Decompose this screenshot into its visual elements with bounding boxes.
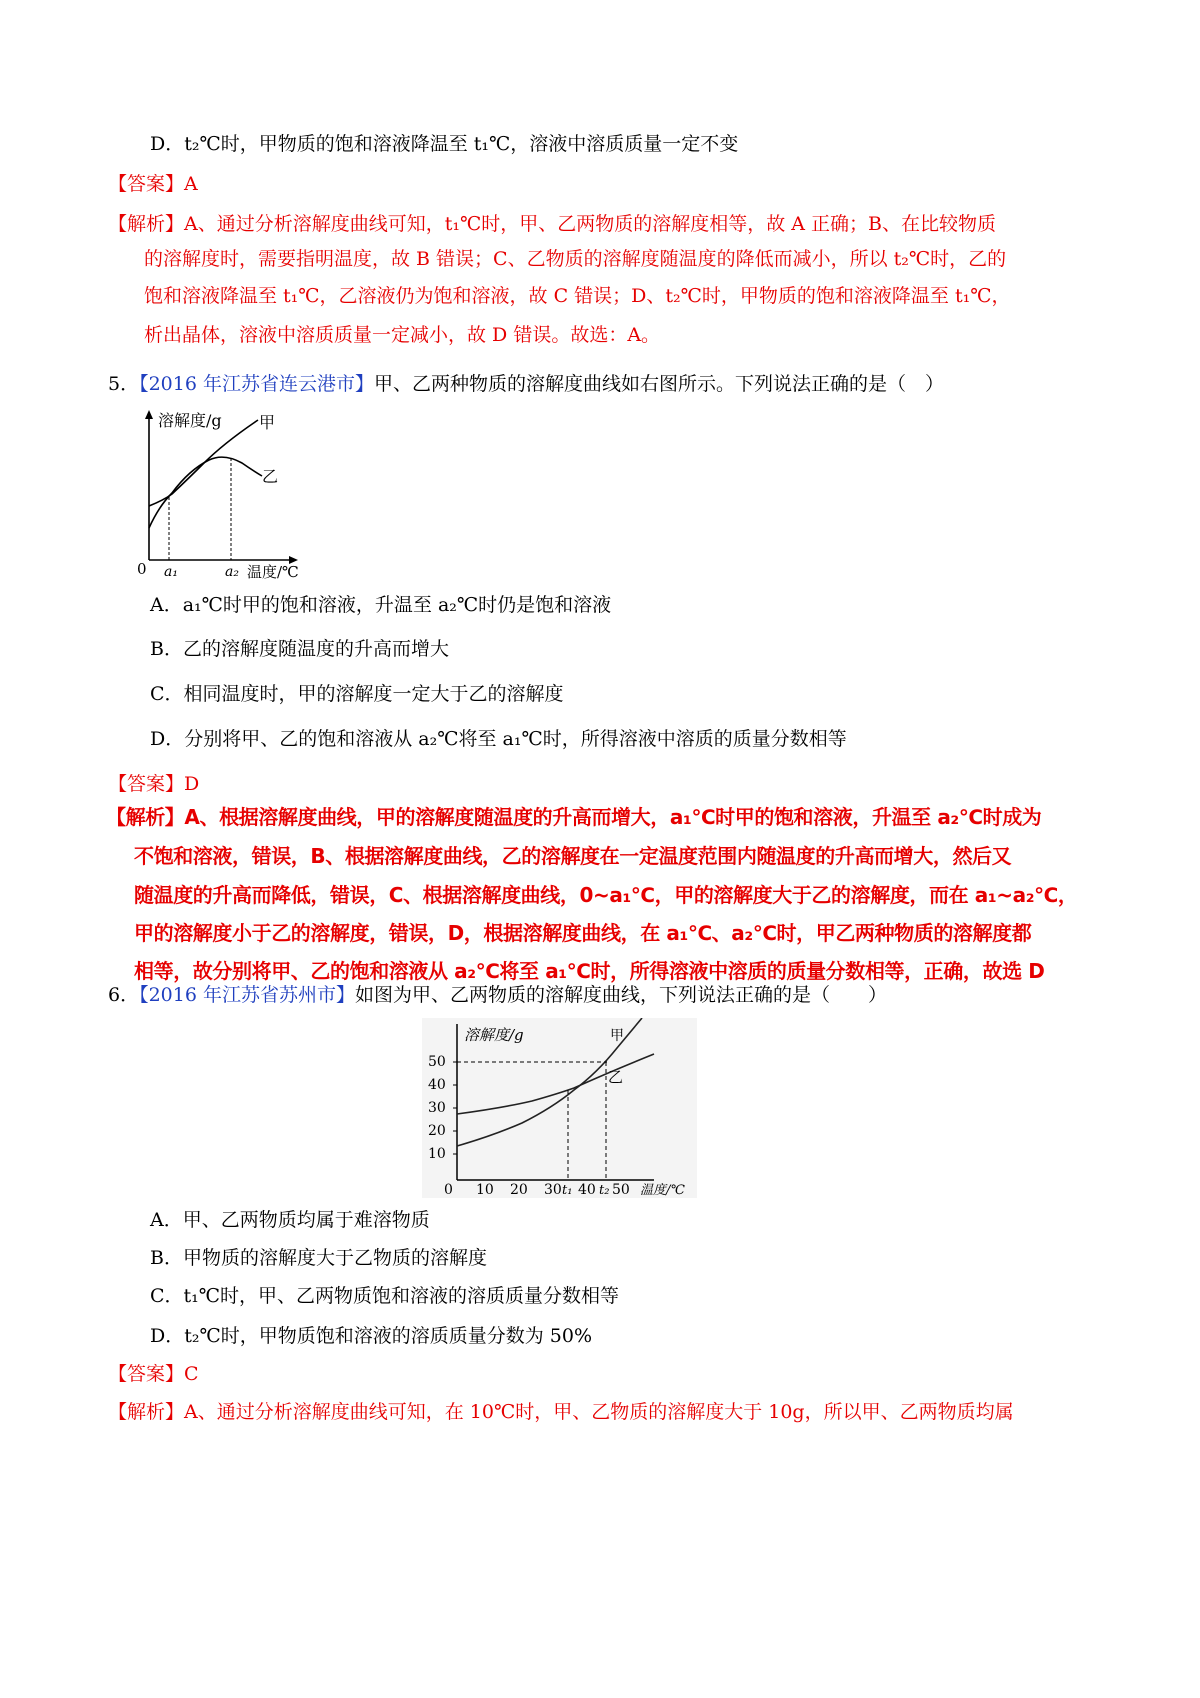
q6-option-d: D．t₂℃时，甲物质饱和溶液的溶质质量分数为 50% (150, 1325, 593, 1347)
q5-analysis-line-1: 【解析】A、根据溶解度曲线，甲的溶解度随温度的升高而增大，a₁℃时甲的饱和溶液，升温至 a₂℃时成为 (106, 805, 1042, 829)
q6-xtick-10: 10 (476, 1182, 494, 1198)
q6-ytick-40: 40 (428, 1077, 446, 1093)
q5-xlabel: 温度/℃ (247, 563, 299, 580)
q5-analysis-line-3: 随温度的升高而降低，错误，C、根据溶解度曲线，0~a₁℃，甲的溶解度大于乙的溶解度，而在 a₁~a₂℃， (134, 883, 1078, 907)
q5-source: 【2016 年江苏省连云港市】 (139, 373, 374, 395)
q5-number: 5． (108, 373, 140, 395)
q4-analysis-line-4: 析出晶体，溶液中溶质质量一定减小，故 D 错误。故选：A。 (144, 324, 661, 346)
q5-option-b: B．乙的溶解度随温度的升高而增大 (150, 638, 449, 660)
q6-ytick-10: 10 (428, 1146, 446, 1162)
q6-xtick-30: 30 (544, 1182, 562, 1198)
q5-ylabel: 溶解度/g (158, 411, 222, 430)
q6-xlabel: 温度/℃ (640, 1183, 685, 1198)
q6-xtick-t2: t₂ (599, 1183, 610, 1198)
q6-analysis-line-1: 【解析】A、通过分析溶解度曲线可知，在 10℃时，甲、乙物质的溶解度大于 10g，所以甲、乙两物质均属 (108, 1401, 1014, 1423)
q6-stem: 如图为甲、乙两物质的溶解度曲线，下列说法正确的是（ ） (355, 984, 888, 1006)
q6-ytick-30: 30 (428, 1100, 446, 1116)
q6-xtick-50: 50 (612, 1182, 630, 1198)
q4-analysis-line-1: 【解析】A、通过分析溶解度曲线可知，t₁℃时，甲、乙两物质的溶解度相等，故 A 正确；B、在比较物质 (108, 213, 996, 235)
q6-answer: 【答案】C (108, 1363, 199, 1385)
q5-a2-tick: a₂ (225, 564, 239, 580)
q5-option-d: D．分别将甲、乙的饱和溶液从 a₂℃将至 a₁℃时，所得溶液中溶质的质量分数相等 (150, 728, 847, 750)
q5-analysis-line-4: 甲的溶解度小于乙的溶解度，错误，D，根据溶解度曲线，在 a₁℃、a₂℃时，甲乙两种物质的溶解度都 (134, 921, 1032, 945)
q5-a1-tick: a₁ (164, 564, 178, 580)
q6-solubility-figure (422, 1018, 697, 1198)
q6-xtick-20: 20 (510, 1182, 528, 1198)
q4-analysis-line-2: 的溶解度时，需要指明温度，故 B 错误；C、乙物质的溶解度随温度的降低而减小，所以 t₂℃时，乙的 (144, 248, 1007, 270)
q6-ytick-50: 50 (428, 1054, 446, 1070)
q6-xtick-40: 40 (578, 1182, 596, 1198)
q5-solubility-figure (134, 408, 314, 580)
q6-option-a: A．甲、乙两物质均属于难溶物质 (150, 1209, 430, 1231)
q4-analysis-line-3: 饱和溶液降温至 t₁℃，乙溶液仍为饱和溶液，故 C 错误；D、t₂℃时，甲物质的饱和溶液降温至 t₁℃， (144, 285, 1011, 307)
q5-origin: 0 (137, 560, 147, 578)
q5-analysis-line-5: 相等，故分别将甲、乙的饱和溶液从 a₂℃将至 a₁℃时，所得溶液中溶质的质量分数相等，正确，故选 D (134, 959, 1045, 983)
q5-stem-line (108, 371, 944, 397)
q5-curve-yi (149, 457, 262, 528)
q5-answer: 【答案】D (108, 773, 200, 795)
q6-option-c: C．t₁℃时，甲、乙两物质饱和溶液的溶质质量分数相等 (150, 1285, 620, 1307)
q6-origin: 0 (444, 1182, 453, 1198)
q6-label-jia: 甲 (610, 1028, 624, 1044)
q5-option-c: C．相同温度时，甲的溶解度一定大于乙的溶解度 (150, 683, 564, 705)
q6-option-b: B．甲物质的溶解度大于乙物质的溶解度 (150, 1247, 487, 1269)
q5-analysis-line-2: 不饱和溶液，错误，B、根据溶解度曲线，乙的溶解度在一定温度范围内随温度的升高而增大，然后又 (134, 844, 1012, 868)
q4-answer: 【答案】A (108, 173, 198, 195)
q6-xtick-t1: t₁ (562, 1183, 573, 1198)
q6-figure-background (422, 1018, 697, 1198)
q6-source: 【2016 年江苏省苏州市】 (139, 984, 355, 1006)
q5-stem: 甲、乙两种物质的溶解度曲线如右图所示。下列说法正确的是（ ） (374, 373, 945, 395)
q6-stem-line (108, 982, 887, 1008)
q5-label-yi: 乙 (262, 467, 279, 486)
q6-label-yi: 乙 (608, 1068, 624, 1086)
q6-number: 6． (108, 984, 140, 1006)
q5-y-arrow (145, 410, 153, 419)
q4-option-d: D．t₂℃时，甲物质的饱和溶液降温至 t₁℃，溶液中溶质质量一定不变 (150, 133, 739, 155)
q5-label-jia: 甲 (259, 413, 276, 432)
q5-option-a: A．a₁℃时甲的饱和溶液，升温至 a₂℃时仍是饱和溶液 (150, 594, 612, 616)
q6-ylabel: 溶解度/g (464, 1026, 524, 1044)
q6-ytick-20: 20 (428, 1123, 446, 1139)
